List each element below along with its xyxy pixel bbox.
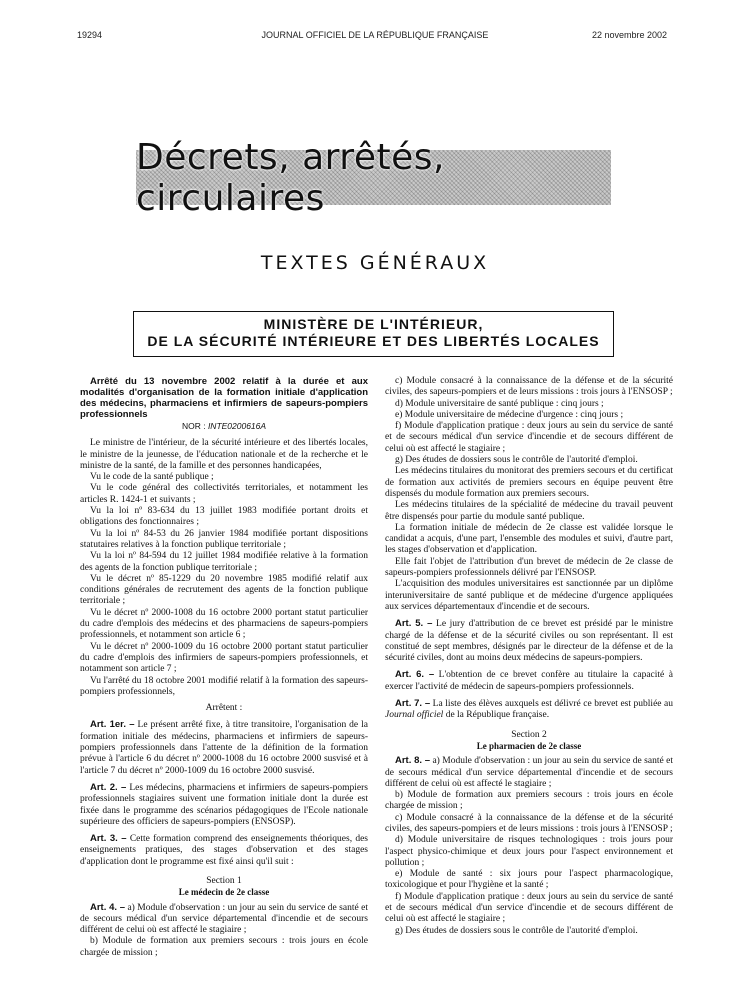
article-label: Art. 1er. – [90,719,135,731]
arrete-heading: Arrêtent : [205,703,243,714]
list-item: f) Module d'application pratique : deux jours au sein du service de santé et de secours médical d'un service d'incendie et de secours différent de celui où est affecté le stagiaire ; [385,891,673,925]
article-8 [385,755,673,790]
article-text: de la République française. [445,710,550,721]
list-item: c) Module consacré à la connaissance de la défense et de la sécurité civiles, des sapeurs-pompiers et de leurs missions : trois jours à l'ENSOSP ; [385,812,673,834]
article-5 [385,618,673,664]
article-label: Art. 4. – [90,901,125,913]
banner-title: Décrets, arrêtés, circulaires [136,136,445,219]
paragraph: Vu l'arrêté du 18 octobre 2001 modifié relatif à la formation des sapeurs-pompiers professionnels, [80,675,368,697]
page-number: 19294 [77,30,103,40]
list-item: f) Module d'application pratique : deux jours au sein du service de santé et de secours médical d'un service d'incendie et de secours différent de celui où est affecté le stagiaire ; [385,421,673,454]
journal-name: Journal officiel [385,710,444,721]
article-text: Le présent arrêté fixe, à titre transitoire, l'organisation de la formation initiale des médecins, pharmaciens et infirmiers de sapeurs-pompiers professionnels dans l'attente de la définition de la formation prévue à l'article 6 du décret nº 2000-1008 du 16 octobre 2000 susvisé et à l'article 7 du décret nº 2000-1009 du 16 octobre 2000 susvisé. [80,720,368,776]
paragraph: Les médecins titulaires du monitorat des premiers secours et du certificat de formation aux activités de premiers secours en équipe peuvent être dispensés du module formation aux premiers secours. [385,466,673,499]
journal-title: JOURNAL OFFICIEL DE LA RÉPUBLIQUE FRANÇAISE [261,30,489,40]
paragraph: Vu la loi nº 83-634 du 13 juillet 1983 modifiée portant droits et obligations des fonctionnaires ; [80,506,368,528]
article-label: Art. 2. – [90,781,127,793]
section-2-heading: Section 2 [511,729,547,740]
article-4 [80,902,368,937]
section-heading: TEXTES GÉNÉRAUX [260,252,490,274]
article-text: La liste des élèves auxquels est délivré ce brevet est publiée au [432,699,673,710]
paragraph: Vu le code général des collectivités territoriales, et notamment les articles R. 1424-1 et suivants ; [80,483,368,505]
article-text: L'obtention de ce brevet confère au titulaire la capacité à exercer l'activité de médecin de sapeurs-pompiers professionnels. [385,670,673,692]
ministry-line-2: DE LA SÉCURITÉ INTÉRIEURE ET DES LIBERTÉS LOCALES [147,333,600,349]
issue-date: 22 novembre 2002 [591,30,667,40]
section-1-subheading: Le médecin de 2e classe [178,887,270,898]
article-label: Art. 8. – [395,755,430,767]
article-text: Cette formation comprend des enseignements théoriques, des enseignements pratiques, des stages d'observation et des stages d'application dont le programme est fixé ainsi qu'il suit : [80,834,369,867]
list-item: e) Module de santé : six jours pour l'aspect pharmacologique, toxicologique et pour l'hygiène et la santé ; [385,869,673,891]
paragraph: Vu la loi nº 84-594 du 12 juillet 1984 modifiée relative à la formation des agents de la fonction publique territoriale ; [80,551,368,573]
list-item: e) Module universitaire de médecine d'urgence : cinq jours ; [395,409,624,420]
paragraph: Les médecins titulaires de la spécialité de médecine du travail peuvent être dispensés pour partie du module santé publique. [385,500,673,522]
paragraph: Vu le décret nº 2000-1008 du 16 octobre 2000 portant statut particulier du cadre d'emplois des médecins et des pharmaciens de sapeurs-pompiers professionnels, et notamment son article 6 ; [80,607,368,641]
article-label: Art. 7. – [395,698,431,710]
paragraph: Vu la loi nº 84-53 du 26 janvier 1984 modifiée portant dispositions statutaires relatives à la fonction publique territoriale ; [80,528,368,550]
paragraph: Vu le code de la santé publique ; [90,472,214,483]
article-text: Les médecins, pharmaciens et infirmiers de sapeurs-pompiers professionnels stagiaires suivent une formation initiale dont la durée est fixée dans le programme des scénarios pédagogiques de l'Ecole nationale supérieure des officiers de sapeurs-pompiers (ENSOSP). [80,782,368,827]
nor-reference [80,421,368,432]
list-item: g) Des études de dossiers sous le contrôle de l'autorité d'emploi. [395,925,638,936]
left-column [80,376,368,959]
right-column [385,376,673,937]
paragraph: Vu le décret nº 2000-1009 du 16 octobre 2000 portant statut particulier du cadre d'emplois des infirmiers de sapeurs-pompiers professionnels, et notamment son article 7 ; [80,641,368,675]
paragraph: La formation initiale de médecin de 2e classe est validée lorsque le candidat a acquis, d'une part, l'ensemble des modules et suivi, d'autre part, les stages d'observation et d'application. [385,522,673,556]
article-label: Art. 5. – [395,618,433,630]
nor-label: NOR : [181,421,206,431]
article-3 [80,833,368,868]
article-6 [385,669,673,693]
article-text: a) Module d'observation : un jour au sein du service de santé et de secours médical d'un service départemental d'incendie et de secours différent de celui où est affecté le stagiaire ; [80,902,368,936]
list-item: d) Module universitaire de risques technologiques : trois jours pour l'aspect physico-chimique et deux jours pour l'aspect environnement et pollution ; [385,835,673,868]
list-item: b) Module de formation aux premiers secours : trois jours en école chargée de mission ; [80,936,368,958]
list-item: g) Des études de dossiers sous le contrôle de l'autorité d'emploi. [395,455,638,466]
article-text: Le jury d'attribution de ce brevet est présidé par le ministre chargé de la défense et de la sécurité civiles ou son représentant. Il est constitué de sept membres, désignés par le directeur de la défense et de la sécurité civiles, dont au moins deux médecins de sapeurs-pompiers. [385,619,673,664]
nor-code: INTE0200616A [207,421,267,431]
paragraph: Le ministre de l'intérieur, de la sécurité intérieure et des libertés locales, le ministre de la jeunesse, de l'éducation nationale et de la recherche et le ministre de la santé, de la famille et des personnes handicapées, [80,438,368,471]
page-header [0,30,750,46]
ministry-box [133,311,614,357]
article-2 [80,782,368,828]
paragraph: Elle fait l'objet de l'attribution d'un brevet de médecin de 2e classe de sapeurs-pompiers professionnels délivré par l'ENSOSP. [385,556,673,579]
ministry-line-1: MINISTÈRE DE L'INTÉRIEUR, [263,316,484,332]
paragraph: Vu le décret nº 85-1229 du 20 novembre 1985 modifié relatif aux conditions générales de recrutement des agents de la fonction publique territoriale ; [80,573,368,607]
article-1 [80,719,368,776]
article-label: Art. 3. – [90,833,127,845]
section-banner [136,136,611,219]
article-label: Art. 6. – [395,669,435,681]
paragraph: L'acquisition des modules universitaires est sanctionnée par un diplôme interuniversitaire de santé publique et de médecine d'urgence appliquées aux services départementaux d'incendie et de secours. [385,579,673,612]
decree-title: Arrêté du 13 novembre 2002 relatif à la durée et aux modalités d'organisation de la formation initiale d'application des médecins, pharmaciens et infirmiers de sapeurs-pompiers professionnels [80,376,368,420]
article-7 [385,698,673,722]
article-text: a) Module d'observation : un jour au sein du service de santé et de secours médical d'un service départemental d'incendie et de secours différent de celui où est affecté le stagiaire ; [385,756,673,789]
section-2-subheading: Le pharmacien de 2e classe [476,740,582,751]
list-item: b) Module de formation aux premiers secours : trois jours en école chargée de mission ; [385,790,673,812]
section-1-heading: Section 1 [206,875,242,886]
list-item: c) Module consacré à la connaissance de la défense et de la sécurité civiles, des sapeurs-pompiers et de leurs missions : trois jours à l'ENSOSP ; [385,376,673,398]
list-item: d) Module universitaire de santé publique : cinq jours ; [395,398,604,409]
